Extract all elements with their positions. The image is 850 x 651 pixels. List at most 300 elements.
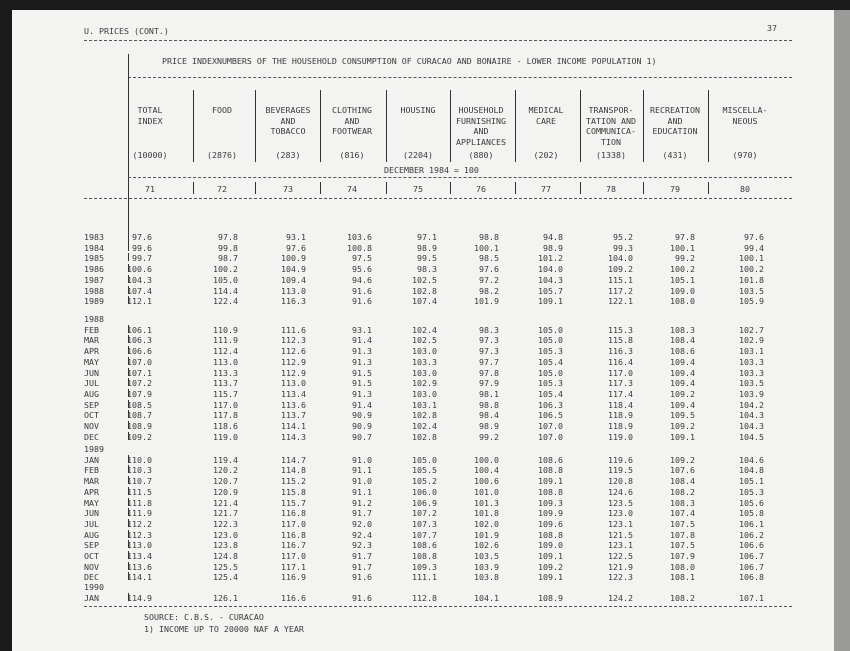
cell-value: 115.7	[213, 388, 238, 399]
cell-value: 105.2	[412, 476, 437, 487]
cell-value: 101.8	[739, 274, 764, 285]
column-weight: (880)	[468, 150, 494, 160]
cell-value: 103.8	[474, 572, 499, 583]
cell-value: 111.5	[127, 486, 152, 497]
cell-value: 91.2	[352, 497, 372, 508]
cell-value: 107.2	[412, 508, 437, 519]
cell-value: 122.1	[608, 296, 633, 307]
cell-value: 102.6	[474, 540, 499, 551]
cell-value: 97.6	[744, 232, 764, 242]
cell-value: 107.0	[538, 421, 563, 431]
column-header-line: AND	[344, 115, 360, 126]
cell-value: 99.7	[132, 253, 152, 264]
column-rule	[255, 90, 256, 162]
row-label: 1989	[84, 296, 104, 307]
cell-value: 103.9	[474, 561, 499, 572]
cell-value: 107.4	[412, 296, 437, 307]
cell-value: 104.0	[538, 264, 563, 275]
cell-value: 100.4	[474, 465, 499, 476]
cell-value: 118.9	[608, 410, 633, 421]
cell-value: 107.3	[412, 518, 437, 529]
cell-value: 109.4	[281, 274, 306, 285]
column-header-line: AND	[280, 115, 296, 126]
cell-value: 108.8	[412, 551, 437, 561]
cell-value: 109.1	[670, 431, 695, 442]
cell-value: 103.0	[412, 388, 437, 399]
row-label: JUN	[84, 508, 99, 519]
cell-value: 91.6	[352, 592, 372, 603]
cell-value: 99.2	[675, 253, 695, 264]
cell-value: 99.8	[218, 242, 238, 253]
cell-value: 112.2	[127, 518, 152, 529]
cell-value: 113.6	[281, 399, 306, 410]
cell-value: 113.4	[127, 551, 152, 561]
divider	[84, 198, 792, 199]
column-header-line: INDEX	[137, 115, 163, 126]
cell-value: 111.1	[412, 572, 437, 583]
cell-value: 110.3	[127, 465, 152, 476]
cell-value: 104.8	[739, 465, 764, 476]
row-label: 1984	[84, 242, 104, 253]
column-header-line: AND	[667, 115, 683, 126]
row-label: OCT	[84, 410, 99, 421]
cell-value: 106.9	[412, 497, 437, 508]
cell-value: 104.5	[739, 431, 764, 442]
row-label: MAY	[84, 497, 99, 508]
cell-value: 91.7	[352, 551, 372, 561]
cell-value: 108.8	[538, 465, 563, 476]
cell-value: 103.9	[739, 388, 764, 399]
cell-value: 118.6	[213, 421, 238, 431]
cell-value: 113.4	[281, 388, 306, 399]
cell-value: 114.8	[281, 465, 306, 476]
cell-value: 119.0	[213, 431, 238, 442]
cell-value: 98.8	[479, 232, 499, 242]
cell-value: 106.1	[127, 324, 152, 335]
cell-value: 107.4	[127, 285, 152, 296]
cell-value: 99.2	[479, 431, 499, 442]
cell-value: 104.0	[608, 253, 633, 264]
cell-value: 124.8	[213, 551, 238, 561]
cell-value: 91.0	[352, 476, 372, 487]
cell-value: 103.3	[739, 367, 764, 378]
cell-value: 117.4	[608, 388, 633, 399]
cell-value: 115.7	[281, 497, 306, 508]
cell-value: 90.9	[352, 421, 372, 431]
cell-value: 100.1	[670, 242, 695, 253]
cell-value: 122.3	[608, 572, 633, 583]
column-header-line: HOUSEHOLD	[458, 105, 504, 115]
cell-value: 97.3	[479, 346, 499, 357]
cell-value: 109.4	[670, 399, 695, 410]
cell-value: 119.6	[608, 454, 633, 465]
column-header-line: MEDICAL	[528, 105, 564, 115]
cell-value: 108.3	[670, 324, 695, 335]
cell-value: 107.9	[127, 388, 152, 399]
cell-value: 90.9	[352, 410, 372, 421]
column-header-line: TOTAL	[137, 105, 163, 115]
row-label: 1985	[84, 253, 104, 264]
cell-value: 123.8	[213, 540, 238, 551]
cell-value: 121.4	[213, 497, 238, 508]
cell-value: 100.2	[739, 264, 764, 275]
cell-value: 113.6	[127, 561, 152, 572]
cell-value: 112.4	[213, 346, 238, 357]
cell-value: 101.9	[474, 296, 499, 307]
cell-value: 92.3	[352, 540, 372, 551]
cell-value: 97.1	[417, 232, 437, 242]
row-label: DEC	[84, 431, 99, 442]
cell-value: 100.1	[739, 253, 764, 264]
row-label: 1987	[84, 274, 104, 285]
cell-value: 97.7	[479, 356, 499, 367]
row-label: NOV	[84, 561, 99, 572]
cell-value: 97.6	[286, 242, 306, 253]
cell-value: 109.3	[538, 497, 563, 508]
row-label: APR	[84, 486, 99, 497]
cell-value: 91.3	[352, 388, 372, 399]
cell-value: 91.5	[352, 378, 372, 389]
cell-value: 105.5	[412, 465, 437, 476]
cell-value: 122.3	[213, 518, 238, 529]
cell-value: 103.3	[739, 356, 764, 367]
column-code: 74	[347, 184, 357, 194]
cell-value: 110.0	[127, 454, 152, 465]
row-label: NOV	[84, 421, 99, 431]
cell-value: 115.3	[608, 324, 633, 335]
page-number: 37	[767, 23, 777, 33]
cell-value: 109.2	[670, 454, 695, 465]
cell-value: 99.6	[132, 242, 152, 253]
cell-value: 116.6	[281, 592, 306, 603]
cell-value: 106.1	[739, 518, 764, 529]
cell-value: 107.9	[670, 551, 695, 561]
cell-value: 108.9	[127, 421, 152, 431]
row-label: MAR	[84, 476, 99, 487]
cell-value: 116.3	[608, 346, 633, 357]
cell-value: 108.1	[670, 572, 695, 583]
cell-value: 108.6	[670, 346, 695, 357]
column-weight: (2876)	[207, 150, 237, 160]
column-rule	[386, 90, 387, 162]
cell-value: 121.9	[608, 561, 633, 572]
cell-value: 112.6	[281, 346, 306, 357]
column-header-line: COMMUNICA-	[586, 126, 636, 136]
cell-value: 95.6	[352, 264, 372, 275]
cell-value: 108.6	[412, 540, 437, 551]
row-label: 1983	[84, 232, 104, 242]
row-label: MAR	[84, 335, 99, 346]
cell-value: 100.6	[474, 476, 499, 487]
column-header-line: TOBACCO	[270, 126, 306, 136]
cell-value: 109.5	[670, 410, 695, 421]
cell-value: 104.9	[281, 264, 306, 275]
cell-value: 91.5	[352, 367, 372, 378]
section-year-label: 1990	[84, 582, 104, 592]
cell-value: 98.9	[417, 242, 437, 253]
cell-value: 91.6	[352, 285, 372, 296]
cell-value: 105.3	[739, 486, 764, 497]
divider	[128, 77, 792, 78]
cell-value: 110.7	[127, 476, 152, 487]
cell-value: 100.2	[213, 264, 238, 275]
page-edge	[834, 10, 850, 651]
cell-value: 122.4	[213, 296, 238, 307]
column-rule	[386, 182, 387, 194]
cell-value: 108.0	[670, 296, 695, 307]
cell-value: 109.2	[670, 421, 695, 431]
cell-value: 111.6	[281, 324, 306, 335]
cell-value: 110.9	[213, 324, 238, 335]
row-label: OCT	[84, 551, 99, 561]
cell-value: 114.4	[213, 285, 238, 296]
column-code: 72	[217, 184, 227, 194]
cell-value: 103.5	[739, 378, 764, 389]
cell-value: 117.3	[608, 378, 633, 389]
cell-value: 106.6	[127, 346, 152, 357]
cell-value: 103.1	[412, 399, 437, 410]
cell-value: 106.7	[739, 561, 764, 572]
cell-value: 111.8	[127, 497, 152, 508]
column-header-line: FURNISHING	[456, 115, 506, 126]
cell-value: 102.4	[412, 421, 437, 431]
cell-value: 113.7	[213, 378, 238, 389]
row-label: JUL	[84, 378, 99, 389]
column-header-line: EDUCATION	[652, 126, 698, 136]
cell-value: 108.3	[670, 497, 695, 508]
cell-value: 109.4	[670, 378, 695, 389]
footnote: 1) INCOME UP TO 20000 NAF A YEAR	[144, 624, 304, 634]
cell-value: 108.6	[538, 454, 563, 465]
cell-value: 105.0	[538, 324, 563, 335]
cell-value: 109.1	[538, 572, 563, 583]
cell-value: 93.1	[286, 232, 306, 242]
cell-value: 117.0	[608, 367, 633, 378]
column-weight: (202)	[533, 150, 559, 160]
cell-value: 101.0	[474, 486, 499, 497]
cell-value: 91.3	[352, 346, 372, 357]
column-weight: (283)	[275, 150, 301, 160]
cell-value: 102.5	[412, 335, 437, 346]
cell-value: 106.0	[412, 486, 437, 497]
cell-value: 106.3	[127, 335, 152, 346]
row-label: JAN	[84, 592, 99, 603]
column-rule	[708, 90, 709, 162]
cell-value: 114.9	[127, 592, 152, 603]
cell-value: 103.0	[412, 367, 437, 378]
cell-value: 98.2	[479, 285, 499, 296]
cell-value: 117.8	[213, 410, 238, 421]
cell-value: 105.1	[670, 274, 695, 285]
column-code: 76	[476, 184, 486, 194]
row-label: JAN	[84, 454, 99, 465]
cell-value: 118.9	[608, 421, 633, 431]
cell-value: 106.5	[538, 410, 563, 421]
column-header-line: NEOUS	[732, 115, 758, 126]
cell-value: 108.2	[670, 592, 695, 603]
cell-value: 105.6	[739, 497, 764, 508]
cell-value: 114.1	[127, 572, 152, 583]
cell-value: 108.0	[670, 561, 695, 572]
cell-value: 106.2	[739, 529, 764, 540]
row-label: SEP	[84, 540, 99, 551]
row-label: JUL	[84, 518, 99, 529]
cell-value: 104.3	[739, 410, 764, 421]
cell-value: 98.8	[479, 399, 499, 410]
cell-value: 109.1	[538, 476, 563, 487]
cell-value: 105.8	[739, 508, 764, 519]
cell-value: 114.7	[281, 454, 306, 465]
cell-value: 123.5	[608, 497, 633, 508]
column-header-line: HOUSING	[400, 105, 436, 115]
cell-value: 97.8	[218, 232, 238, 242]
cell-value: 112.1	[127, 296, 152, 307]
cell-value: 104.2	[739, 399, 764, 410]
cell-value: 99.5	[417, 253, 437, 264]
cell-value: 98.5	[479, 253, 499, 264]
column-header-line: RECREATION	[650, 105, 700, 115]
cell-value: 91.1	[352, 465, 372, 476]
section-year-label: 1988	[84, 314, 104, 324]
cell-value: 112.9	[281, 356, 306, 367]
cell-value: 92.0	[352, 518, 372, 529]
cell-value: 105.3	[538, 378, 563, 389]
column-code: 71	[145, 184, 155, 194]
cell-value: 105.4	[538, 388, 563, 399]
cell-value: 114.1	[281, 421, 306, 431]
cell-value: 102.9	[739, 335, 764, 346]
cell-value: 107.0	[538, 431, 563, 442]
cell-value: 91.1	[352, 486, 372, 497]
cell-value: 94.8	[543, 232, 563, 242]
source-note: SOURCE: C.B.S. - CURACAO	[144, 612, 264, 622]
running-head: U. PRICES (CONT.)	[84, 26, 169, 36]
cell-value: 103.5	[474, 551, 499, 561]
cell-value: 91.4	[352, 335, 372, 346]
cell-value: 107.1	[127, 367, 152, 378]
cell-value: 105.0	[213, 274, 238, 285]
cell-value: 111.9	[213, 335, 238, 346]
cell-value: 120.7	[213, 476, 238, 487]
cell-value: 109.2	[127, 431, 152, 442]
cell-value: 116.7	[281, 540, 306, 551]
cell-value: 109.0	[538, 540, 563, 551]
cell-value: 116.3	[281, 296, 306, 307]
cell-value: 123.1	[608, 540, 633, 551]
cell-value: 105.0	[538, 335, 563, 346]
column-code: 77	[541, 184, 551, 194]
cell-value: 117.0	[213, 399, 238, 410]
cell-value: 107.0	[127, 356, 152, 367]
cell-value: 107.5	[670, 540, 695, 551]
cell-value: 100.1	[474, 242, 499, 253]
cell-value: 113.0	[281, 378, 306, 389]
cell-value: 97.6	[132, 232, 152, 242]
cell-value: 94.6	[352, 274, 372, 285]
cell-value: 109.4	[670, 367, 695, 378]
cell-value: 109.1	[538, 551, 563, 561]
cell-value: 92.4	[352, 529, 372, 540]
cell-value: 109.2	[608, 264, 633, 275]
cell-value: 99.4	[744, 242, 764, 253]
cell-value: 109.9	[538, 508, 563, 519]
cell-value: 108.8	[538, 486, 563, 497]
cell-value: 103.6	[347, 232, 372, 242]
cell-value: 113.0	[127, 540, 152, 551]
column-code: 75	[413, 184, 423, 194]
base-period: DECEMBER 1984 = 100	[384, 165, 479, 175]
column-header-line: FOOTWEAR	[332, 126, 372, 136]
cell-value: 100.9	[281, 253, 306, 264]
cell-value: 98.9	[479, 421, 499, 431]
row-label: APR	[84, 346, 99, 357]
row-label: JUN	[84, 367, 99, 378]
cell-value: 114.3	[281, 431, 306, 442]
row-label: AUG	[84, 529, 99, 540]
cell-value: 103.1	[739, 346, 764, 357]
column-weight: (2204)	[403, 150, 433, 160]
cell-value: 106.7	[739, 551, 764, 561]
cell-value: 107.7	[412, 529, 437, 540]
cell-value: 91.7	[352, 561, 372, 572]
cell-value: 91.6	[352, 572, 372, 583]
column-header-line: CLOTHING	[332, 105, 372, 115]
cell-value: 113.0	[213, 356, 238, 367]
cell-value: 97.9	[479, 378, 499, 389]
cell-value: 102.9	[412, 378, 437, 389]
cell-value: 104.1	[474, 592, 499, 603]
cell-value: 117.0	[281, 551, 306, 561]
column-weight: (1338)	[596, 150, 626, 160]
cell-value: 102.7	[739, 324, 764, 335]
cell-value: 121.7	[213, 508, 238, 519]
cell-value: 91.3	[352, 356, 372, 367]
cell-value: 120.9	[213, 486, 238, 497]
cell-value: 100.0	[474, 454, 499, 465]
cell-value: 115.2	[281, 476, 306, 487]
column-header-line: AND	[473, 126, 489, 136]
column-header-line: BEVERAGES	[265, 105, 311, 115]
cell-value: 100.6	[127, 264, 152, 275]
cell-value: 113.7	[281, 410, 306, 421]
cell-value: 112.3	[127, 529, 152, 540]
cell-value: 125.5	[213, 561, 238, 572]
cell-value: 108.4	[670, 476, 695, 487]
cell-value: 117.0	[281, 518, 306, 529]
cell-value: 101.9	[474, 529, 499, 540]
column-rule	[320, 90, 321, 162]
cell-value: 116.4	[608, 356, 633, 367]
cell-value: 118.4	[608, 399, 633, 410]
cell-value: 104.3	[739, 421, 764, 431]
cell-value: 109.1	[538, 296, 563, 307]
cell-value: 106.3	[538, 399, 563, 410]
cell-value: 116.9	[281, 572, 306, 583]
row-label: MAY	[84, 356, 99, 367]
cell-value: 93.1	[352, 324, 372, 335]
cell-value: 105.0	[412, 454, 437, 465]
cell-value: 103.3	[412, 356, 437, 367]
cell-value: 107.2	[127, 378, 152, 389]
cell-value: 97.8	[479, 367, 499, 378]
cell-value: 104.3	[538, 274, 563, 285]
column-code: 73	[283, 184, 293, 194]
column-code: 80	[740, 184, 750, 194]
cell-value: 109.6	[538, 518, 563, 529]
column-weight: (10000)	[132, 150, 168, 160]
cell-value: 108.9	[538, 592, 563, 603]
cell-value: 105.1	[739, 476, 764, 487]
